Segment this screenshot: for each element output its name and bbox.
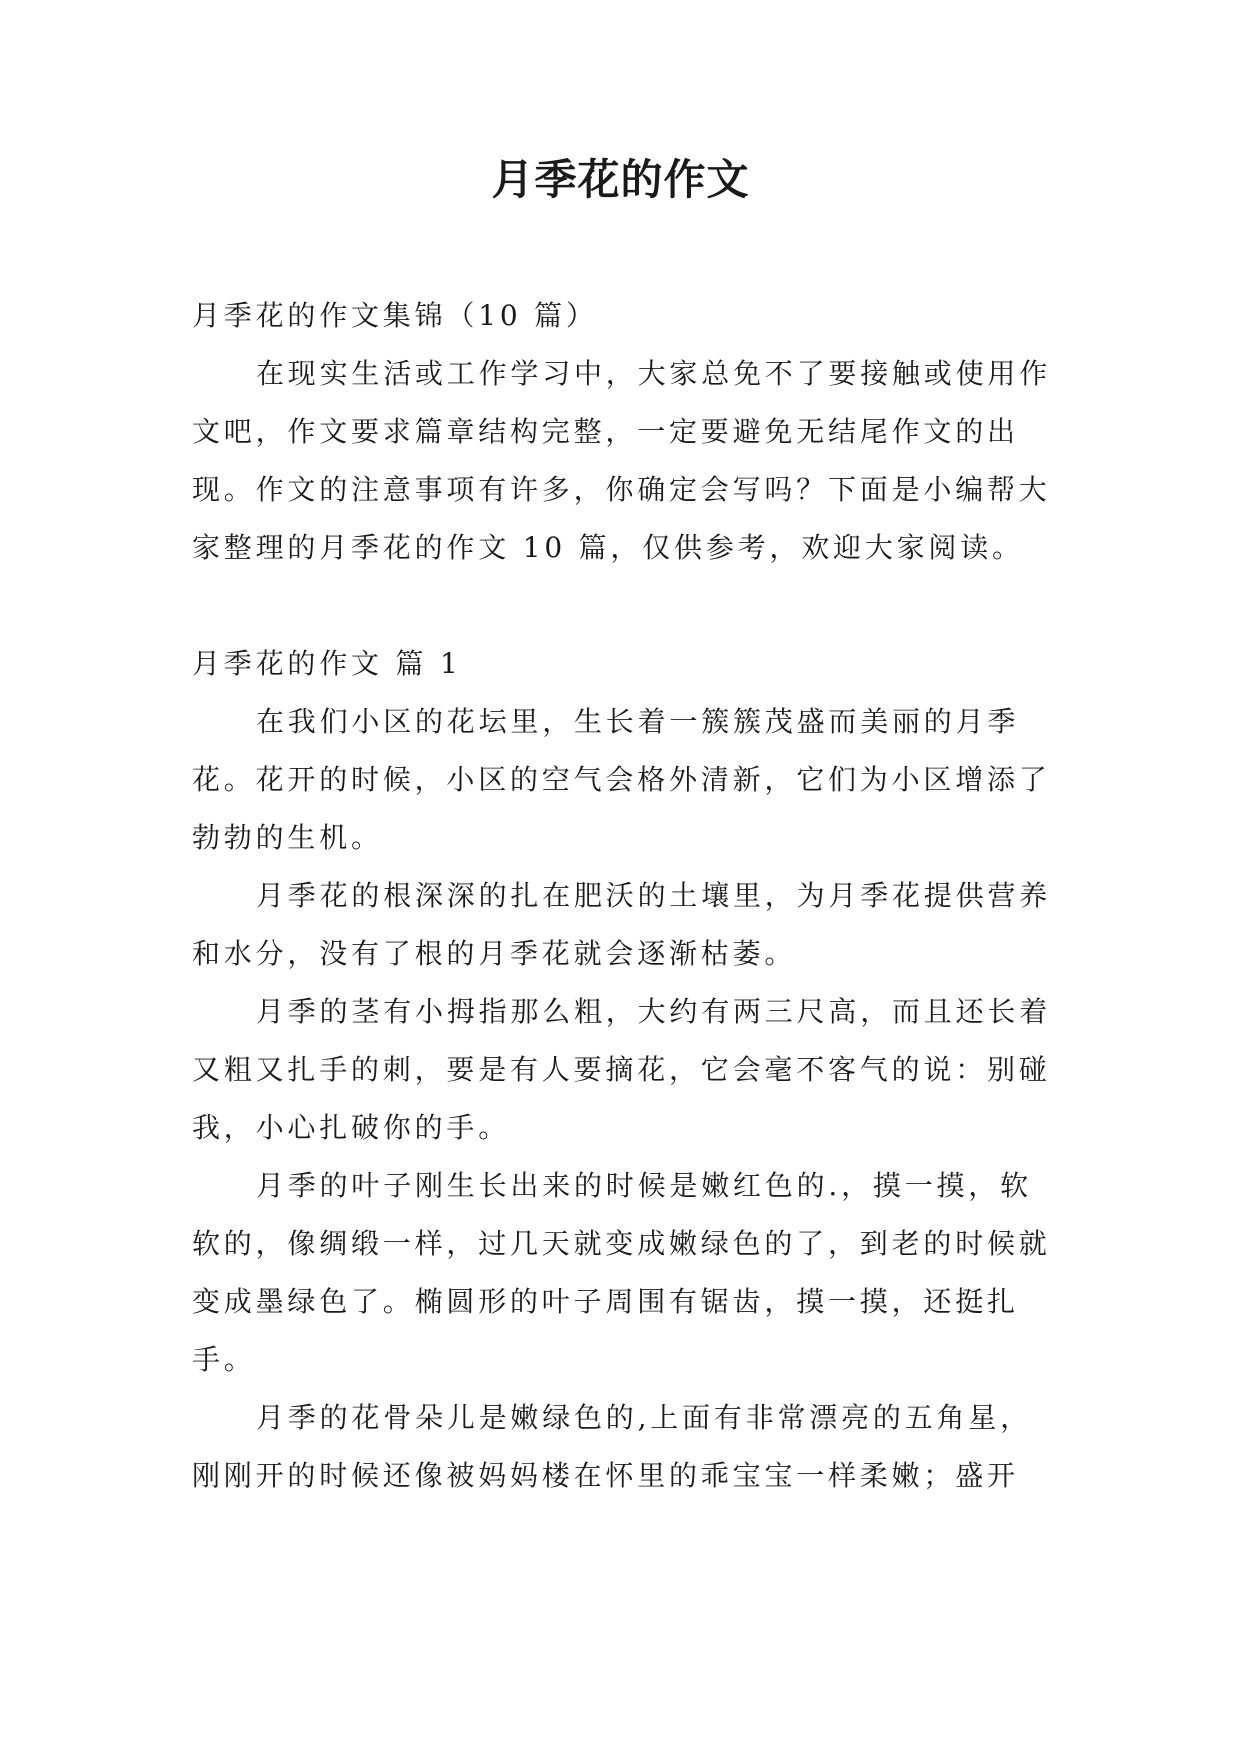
- collection-heading: 月季花的作文集锦（10 篇）: [192, 299, 598, 332]
- essay-1-heading: 月季花的作文 篇 1: [192, 647, 462, 680]
- essay-1-paragraph-3: 月季的茎有小拇指那么粗，大约有两三尺高，而且还长着又粗又扎手的刺，要是有人要摘花，它会毫不客气的说：别碰我，小心扎破你的手。: [192, 995, 1052, 1144]
- intro-paragraph: 在现实生活或工作学习中，大家总免不了要接触或使用作文吧，作文要求篇章结构完整，一定要避免无结尾作文的出现。作文的注意事项有许多，你确定会写吗？下面是小编帮大家整理的月季花的作文 10 篇，仅供参考，欢迎大家阅读。: [192, 357, 1052, 564]
- essay-1-paragraph-2: 月季花的根深深的扎在肥沃的土壤里，为月季花提供营养和水分，没有了根的月季花就会逐渐枯萎。: [192, 879, 1052, 970]
- section-spacer: [192, 577, 1056, 635]
- essay-1-paragraph-1: 在我们小区的花坛里，生长着一簇簇茂盛而美丽的月季花。花开的时候，小区的空气会格外清新，它们为小区增添了勃勃的生机。: [192, 705, 1051, 854]
- document-title: 月季花的作文: [491, 155, 750, 204]
- document-body: [192, 287, 1056, 1505]
- essay-1-paragraph-4: 月季的叶子刚生长出来的时候是嫩红色的.，摸一摸，软软的，像绸缎一样，过几天就变成嫩绿色的了，到老的时候就变成墨绿色了。椭圆形的叶子周围有锯齿，摸一摸，还挺扎手。: [192, 1169, 1051, 1376]
- essay-1-paragraph-5: 月季的花骨朵儿是嫩绿色的,上面有非常漂亮的五角星，刚刚开的时候还像被妈妈楼在怀里的乖宝宝一样柔嫩；盛开: [192, 1401, 1032, 1492]
